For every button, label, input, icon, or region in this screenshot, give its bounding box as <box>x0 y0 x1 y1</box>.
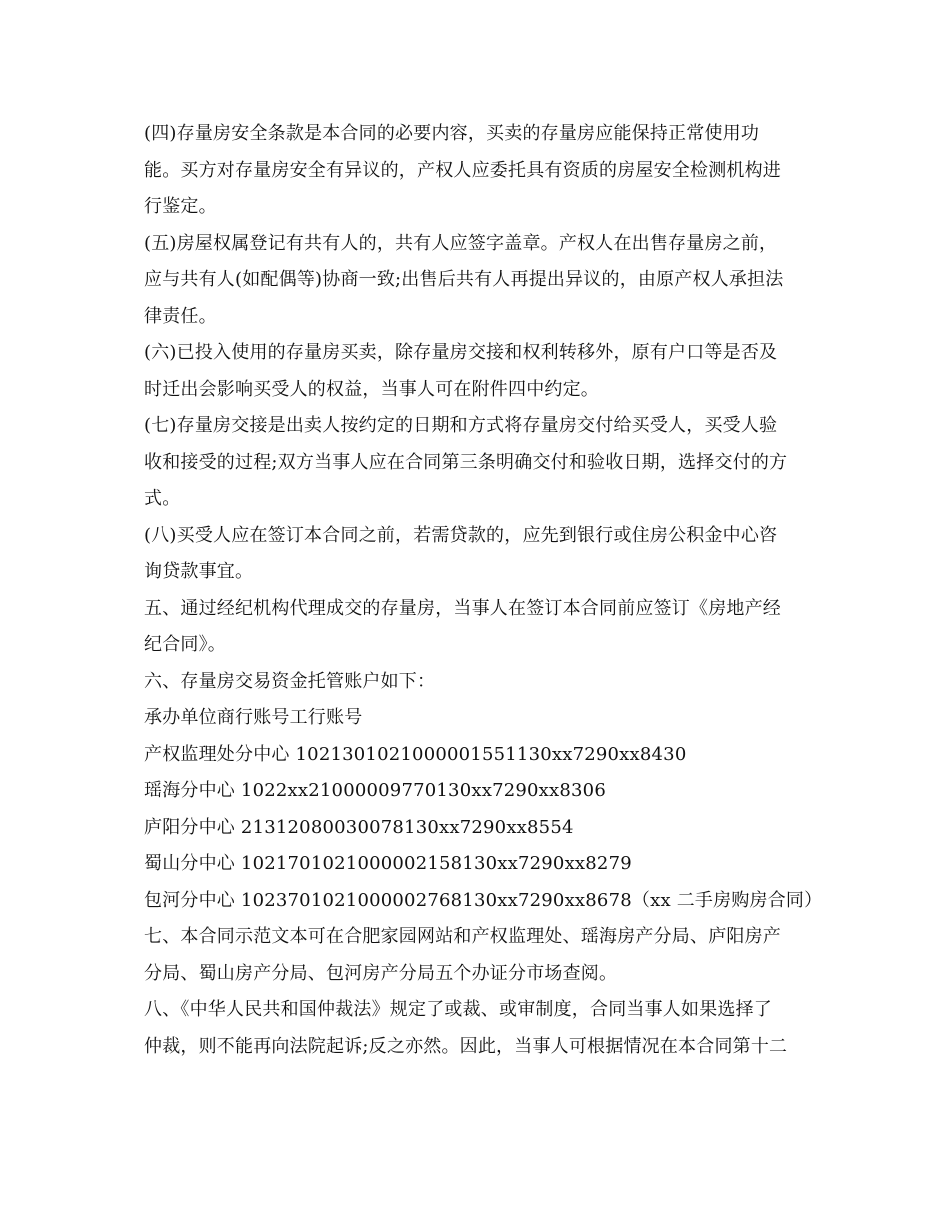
paragraph-4-line-3: 行鉴定。 <box>144 196 217 217</box>
section-7-line-2: 分局、蜀山房产分局、包河房产分局五个办证分市场查阅。 <box>144 962 618 984</box>
account-row: 瑶海分中心 1022xx21000009770130xx7290xx8306 <box>144 780 606 801</box>
account-row: 包河分中心 1023701021000002768130xx7290xx8678（xx 二手房购房合同） <box>144 889 823 911</box>
account-row: 蜀山分中心 1021701021000002158130xx7290xx8279 <box>144 853 632 874</box>
paragraph-8-line-2: 询贷款事宜。 <box>144 561 254 582</box>
paragraph-7-line-1: (七)存量房交接是出卖人按约定的日期和方式将存量房交付给买受人，买受人验 <box>144 415 778 436</box>
document-body <box>144 116 823 1065</box>
section-6-heading: 六、存量房交易资金托管账户如下： <box>144 670 436 692</box>
paragraph-4-line-1: (四)存量房安全条款是本合同的必要内容，买卖的存量房应能保持正常使用功 <box>144 123 760 144</box>
paragraph-7-line-3: 式。 <box>144 488 181 509</box>
paragraph-6-line-2: 时迁出会影响买受人的权益，当事人可在附件四中约定。 <box>144 378 599 400</box>
paragraph-5-line-1: (五)房屋权属登记有共有人的，共有人应签字盖章。产权人在出售存量房之前， <box>144 232 778 254</box>
section-7-line-1: 七、本合同示范文本可在合肥家园网站和产权监理处、瑶海房产分局、庐阳房产 <box>144 926 781 947</box>
section-5-line-1: 五、通过经纪机构代理成交的存量房，当事人在签订本合同前应签订《房地产经 <box>144 597 781 619</box>
section-8-line-1: 八、《中华人民共和国仲裁法》规定了或裁、或审制度，合同当事人如果选择了 <box>144 999 772 1020</box>
paragraph-7-line-2: 收和接受的过程;双方当事人应在合同第三条明确交付和验收日期，选择交付的方 <box>144 451 788 473</box>
account-row: 产权监理处分中心 1021301021000001551130xx7290xx8430 <box>144 743 687 765</box>
section-8-line-2: 仲裁，则不能再向法院起诉;反之亦然。因此，当事人可根据情况在本合同第十二 <box>144 1035 788 1057</box>
paragraph-4-line-2: 能。买方对存量房安全有异议的，产权人应委托具有资质的房屋安全检测机构进 <box>144 159 781 181</box>
paragraph-6-line-1: (六)已投入使用的存量房买卖，除存量房交接和权利转移外，原有户口等是否及 <box>144 342 778 363</box>
paragraph-5-line-3: 律责任。 <box>144 305 217 327</box>
paragraph-8-line-1: (八)买受人应在签订本合同之前，若需贷款的，应先到银行或住房公积金中心咨 <box>144 524 778 546</box>
account-table-header: 承办单位商行账号工行账号 <box>144 707 363 728</box>
section-5-line-2: 纪合同》。 <box>144 634 226 655</box>
account-row: 庐阳分中心 21312080030078130xx7290xx8554 <box>144 816 574 838</box>
paragraph-5-line-2: 应与共有人(如配偶等)协商一致;出售后共有人再提出异议的，由原产权人承担法 <box>144 269 784 290</box>
